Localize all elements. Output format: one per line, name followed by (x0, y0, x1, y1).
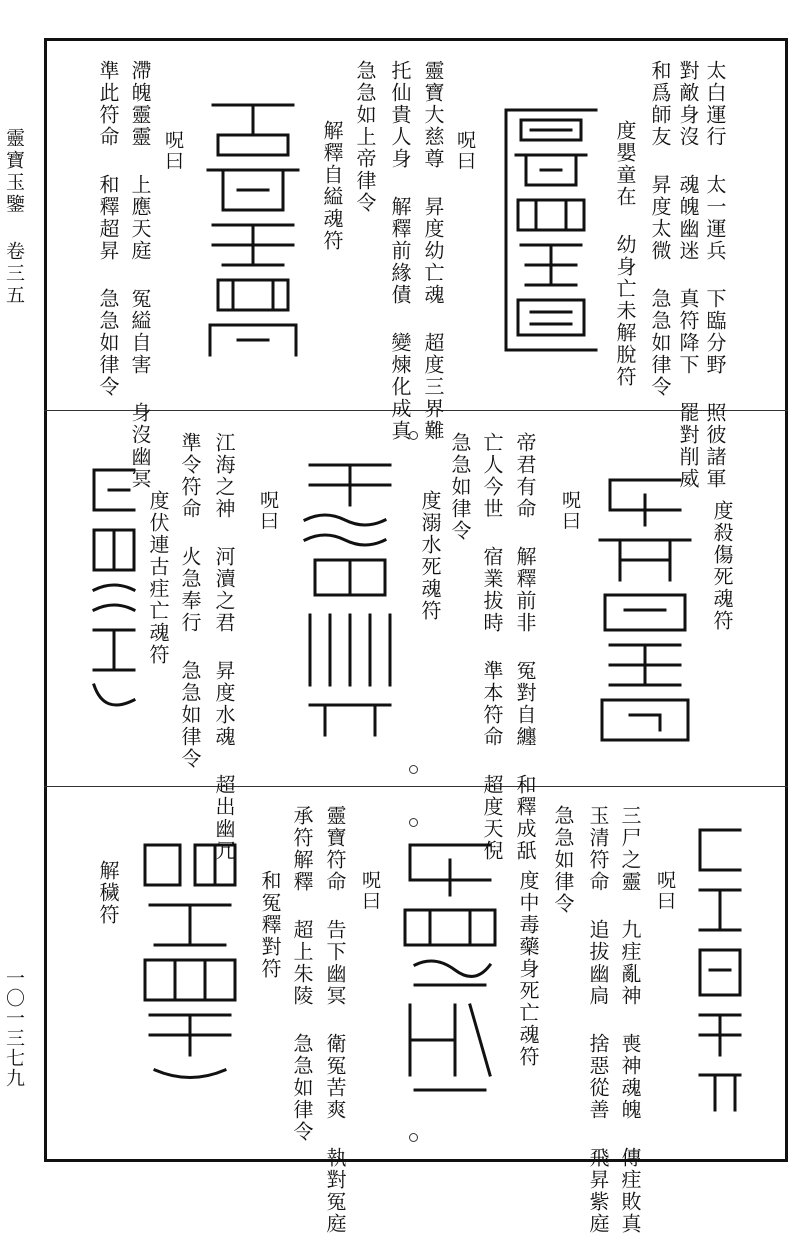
text-column: 急急如律令 (551, 805, 575, 915)
text-column: 靈寶符命 告下幽冥 衛冤苦爽 執對冤庭 (323, 805, 347, 1235)
talisman-seal (198, 95, 308, 365)
incantation-label: 呪曰 (454, 130, 476, 172)
text-column: 對敵身沒 魂魄幽迷 真符降下 罷對削威 (676, 60, 700, 490)
talisman-seal (690, 820, 750, 1120)
text-column: 靈寶大慈尊 昇度幼亡魂 超度三界難 (421, 60, 445, 442)
talisman-seal (496, 100, 606, 360)
incantation-label: 呪曰 (654, 870, 676, 912)
circle-mark (409, 765, 418, 774)
talisman-seal (295, 455, 405, 745)
incantation-label: 呪曰 (162, 130, 184, 172)
incantation-label: 呪曰 (559, 490, 581, 532)
text-column: 和爲師友 昇度太微 急急如律令 (648, 60, 672, 398)
circle-mark (409, 1133, 418, 1142)
text-column: 江海之神 河瀆之君 昇度水魂 超出幽冗 (212, 432, 236, 862)
talisman-seal (84, 460, 144, 720)
text-column: 準此符命 和釋超昇 急急如律令 (96, 60, 120, 398)
talisman-title: 度中毒藥身死亡魂符 (516, 870, 540, 1068)
text-column: 急急如律令 (448, 432, 472, 542)
text-column: 帝君有命 解釋前非 冤對自纏 和釋成舐 (513, 432, 537, 862)
text-column: 急急如上帝律令 (353, 60, 377, 214)
page-number: 一〇一三七九 (3, 968, 25, 1088)
talisman-title: 和冤釋對符 (258, 870, 282, 980)
incantation-label: 呪曰 (257, 490, 279, 532)
talisman-title: 度嬰童在 幼身亡未解脫符 (613, 120, 637, 388)
section-divider (44, 786, 788, 787)
text-column: 托仙貴人身 解釋前緣債 變煉化成真 (388, 60, 412, 442)
book-title: 靈寶玉鑒 卷三五 (3, 128, 25, 307)
text-column: 承符解釋 超上朱陵 急急如律令 (290, 805, 314, 1143)
text-column: 滯魄靈靈 上應天庭 冤縊自害 身沒幽冥 (128, 60, 152, 490)
talisman-title: 度溺水死魂符 (418, 490, 442, 622)
circle-mark (409, 431, 418, 440)
circle-mark (409, 818, 418, 827)
text-column: 玉清符命 追拔幽扃 捨惡從善 飛昇紫庭 (586, 805, 610, 1235)
talisman-seal (395, 835, 505, 1105)
talisman-seal (590, 470, 700, 750)
text-column: 三尸之靈 九疰亂神 喪神魂魄 傳疰敗真 (618, 805, 642, 1235)
text-column: 準令符命 火急奉行 急急如律令 (178, 432, 202, 770)
incantation-label: 呪曰 (359, 870, 381, 912)
talisman-title: 度伏連古疰亡魂符 (146, 490, 170, 666)
text-column: 太白運行 太一運兵 下臨分野 照彼諸軍 (703, 60, 727, 490)
talisman-title: 解釋自縊魂符 (320, 120, 344, 252)
talisman-title: 度殺傷死魂符 (710, 500, 734, 632)
talisman-seal (135, 835, 245, 1085)
talisman-title: 解穢符 (96, 860, 120, 926)
text-column: 亡人今世 宿業拔時 準本符命 超度天倪 (480, 432, 504, 862)
